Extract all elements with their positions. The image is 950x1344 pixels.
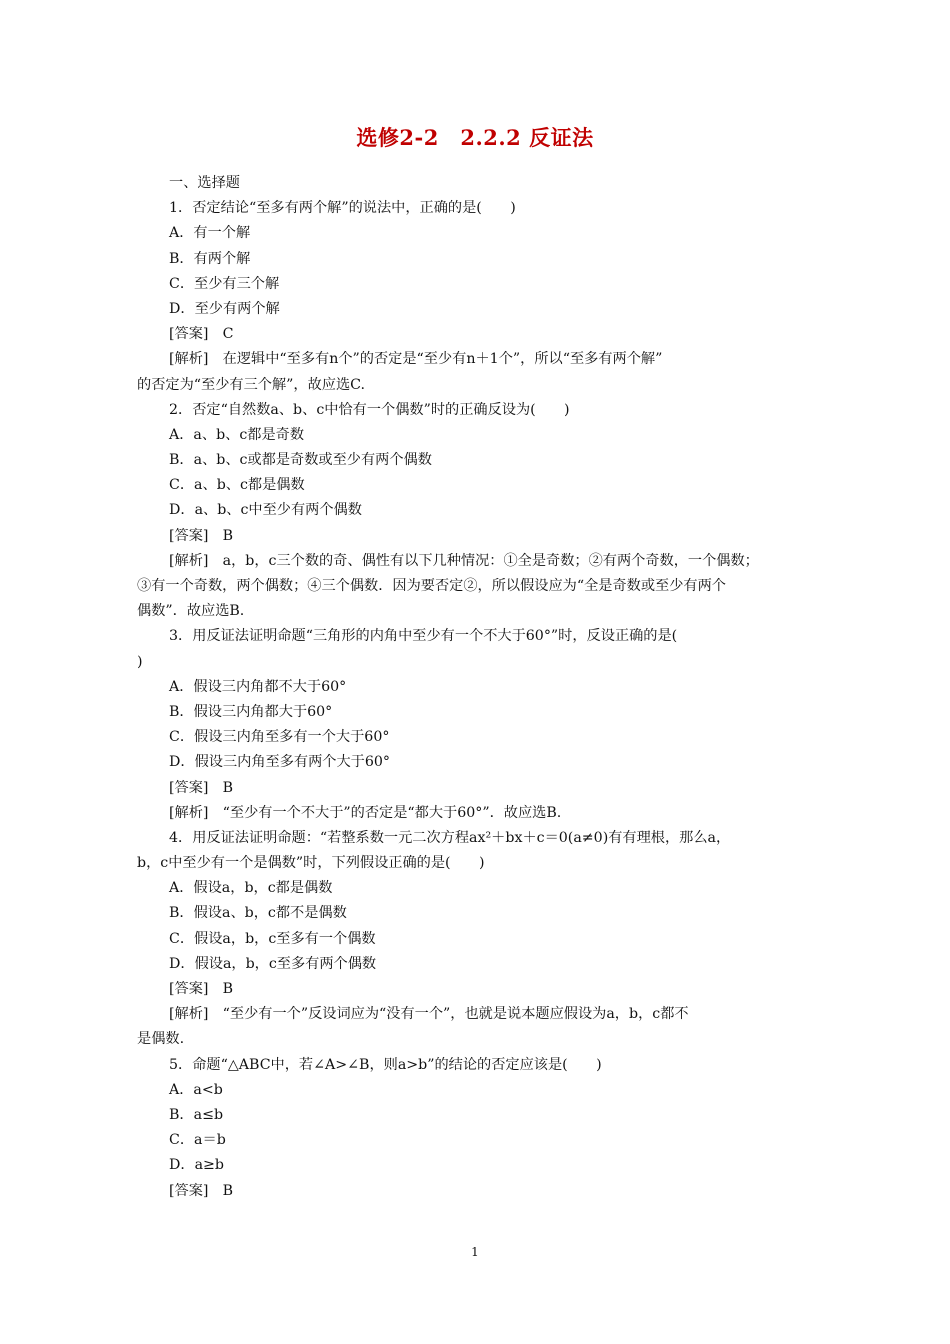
text-line: B．有两个解 bbox=[169, 250, 251, 267]
text-line: [答案] B bbox=[169, 779, 234, 796]
text-line: A．假设三内角都不大于60° bbox=[169, 678, 347, 695]
text-line: D．假设a，b，c至多有两个偶数 bbox=[169, 955, 377, 972]
text-line: [答案] B bbox=[169, 527, 234, 544]
text-line: ) bbox=[137, 653, 143, 670]
text-line: C．a＝b bbox=[169, 1132, 226, 1149]
text-line: ③有一个奇数，两个偶数；④三个偶数．因为要否定②，所以假设应为“全是奇数或至少有两个 bbox=[137, 578, 726, 594]
text-line: C．假设三内角至多有一个大于60° bbox=[169, 729, 390, 746]
document-body bbox=[137, 171, 821, 1204]
text-line: 的否定为“至少有三个解”，故应选C. bbox=[137, 376, 365, 393]
text-line: D．a、b、c中至少有两个偶数 bbox=[169, 502, 362, 519]
text-line: b，c中至少有一个是偶数”时，下列假设正确的是( ) bbox=[137, 855, 485, 872]
page-number: 1 bbox=[471, 1245, 479, 1259]
text-line: [解析] “至少有一个”反设词应为“没有一个”，也就是说本题应假设为a，b，c都不 bbox=[169, 1006, 689, 1023]
document-title: 选修2-2 2.2.2 反证法 bbox=[356, 125, 594, 150]
text-line: D．a≥b bbox=[169, 1157, 224, 1174]
text-line: C．假设a，b，c至多有一个偶数 bbox=[169, 930, 376, 947]
text-line: [解析] “至少有一个不大于”的否定是“都大于60°”．故应选B. bbox=[169, 804, 562, 821]
text-line: B．假设a、b，c都不是偶数 bbox=[169, 905, 347, 922]
text-line: C．至少有三个解 bbox=[169, 275, 280, 292]
text-line: [答案] B bbox=[169, 1182, 234, 1199]
text-line: D．至少有两个解 bbox=[169, 300, 280, 317]
text-line: C．a、b、c都是偶数 bbox=[169, 477, 305, 494]
text-line: B．a≤b bbox=[169, 1106, 224, 1123]
text-line: A．a、b、c都是奇数 bbox=[169, 426, 305, 443]
text-line: B．a、b、c或都是奇数或至少有两个偶数 bbox=[169, 452, 432, 469]
text-line: D．假设三内角至多有两个大于60° bbox=[169, 754, 390, 771]
text-line: 2．否定“自然数a、b、c中恰有一个偶数”时的正确反设为( ) bbox=[169, 401, 570, 418]
text-line: A．a<b bbox=[169, 1081, 223, 1098]
text-line: 1．否定结论“至多有两个解”的说法中，正确的是( ) bbox=[169, 200, 516, 217]
text-line: [解析] 在逻辑中“至多有n个”的否定是“至少有n＋1个”，所以“至多有两个解” bbox=[169, 351, 663, 368]
text-line: [答案] C bbox=[169, 326, 234, 343]
text-line: A．假设a，b，c都是偶数 bbox=[169, 880, 333, 897]
text-line: [答案] B bbox=[169, 981, 234, 997]
text-line: 偶数”．故应选B. bbox=[137, 603, 245, 620]
text-line: 3．用反证法证明命题“三角形的内角中至少有一个不大于60°”时，反设正确的是( bbox=[169, 628, 678, 645]
text-line: [解析] a，b，c三个数的奇、偶性有以下几种情况：①全是奇数；②有两个奇数，一个偶数； bbox=[169, 552, 759, 569]
text-line: 是偶数. bbox=[137, 1031, 185, 1048]
section-heading: 一、选择题 bbox=[169, 175, 240, 191]
text-line: A．有一个解 bbox=[169, 225, 251, 242]
text-line: B．假设三内角都大于60° bbox=[169, 703, 333, 720]
text-line: 4．用反证法证明命题：“若整系数一元二次方程ax²＋bx＋c＝0(a≠0)有有理根，那么a， bbox=[169, 829, 731, 846]
text-line: 5．命题“△ABC中，若∠A>∠B，则a>b”的结论的否定应该是( ) bbox=[169, 1056, 602, 1073]
